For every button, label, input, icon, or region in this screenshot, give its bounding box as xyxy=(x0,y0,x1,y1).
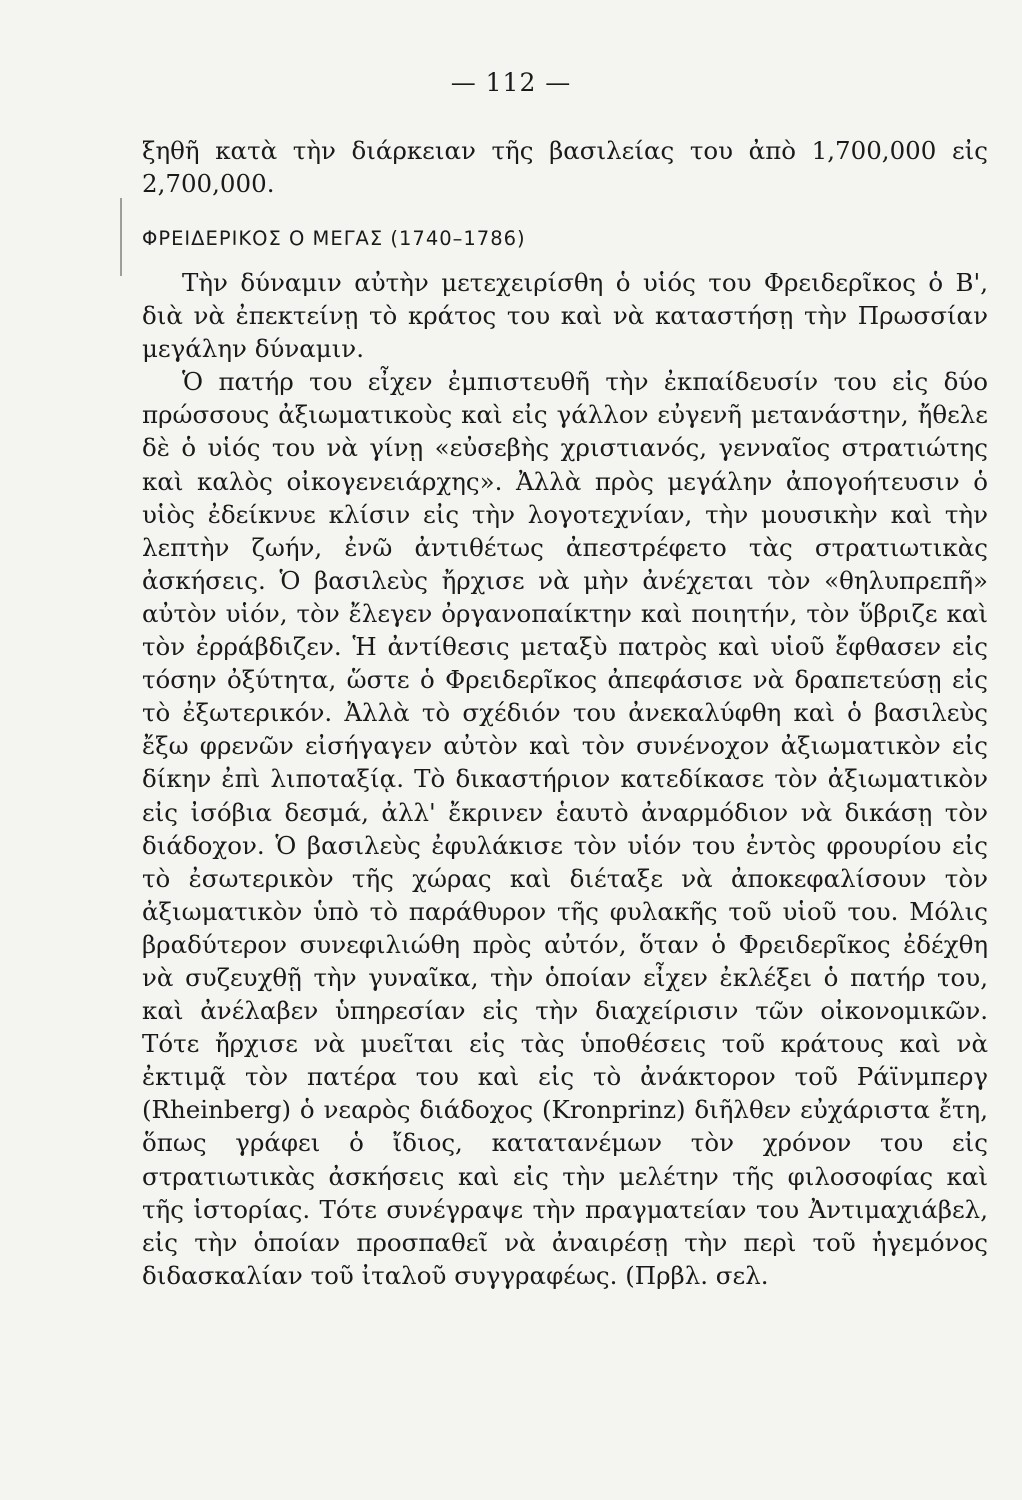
intro-paragraph-block xyxy=(142,134,988,200)
section-heading: ΦΡΕΙΔΕΡΙΚΟΣ Ο ΜΕΓΑΣ (1740–1786) xyxy=(142,227,526,250)
paragraph-1: Τὴν δύναμιν αὐτὴν μετεχειρίσθη ὁ υἱός του Φρειδερῖκος ὁ Β', διὰ νὰ ἐπεκτείνῃ τὸ κράτος του καὶ νὰ καταστήσῃ τὴν Πρωσσίαν μεγάλην δύναμιν. xyxy=(142,268,988,364)
margin-pencil-mark xyxy=(120,198,122,276)
body-text xyxy=(142,266,988,1292)
paragraph-2: Ὁ πατήρ του εἶχεν ἐμπιστευθῆ τὴν ἐκπαίδευσίν του εἰς δύο πρώσσους ἀξιωματικοὺς καὶ εἰς γάλλον εὐγενῆ μετανάστην, ἤθελε δὲ ὁ υἱός του νὰ γίνῃ «εὐσεβὴς χριστιανός, γενναῖος στρατιώτης καὶ καλὸς οἰκογενειάρχης». Ἀλλὰ πρὸς μεγάλην ἀπογοήτευσιν ὁ υἱὸς ἐδείκνυε κλίσιν εἰς τὴν λογοτεχνίαν, τὴν μουσικὴν καὶ τὴν λεπτὴν ζωήν, ἐνῶ ἀντιθέτως ἀπεστρέφετο τὰς στρατιωτικὰς ἀσκήσεις. Ὁ βασιλεὺς ἤρχισε νὰ μὴν ἀνέχεται τὸν «θηλυπρεπῆ» αὐτὸν υἱόν, τὸν ἔλεγεν ὀργανοπαίκτην καὶ ποιητήν, τὸν ὕβριζε καὶ τὸν ἐρράβδιζεν. Ἡ ἀντίθεσις μεταξὺ πατρὸς καὶ υἱοῦ ἔφθασεν εἰς τόσην ὀξύτητα, ὥστε ὁ Φρειδερῖκος ἀπεφάσισε νὰ δραπετεύσῃ εἰς τὸ ἐξωτερικόν. Ἀλλὰ τὸ σχέδιόν του ἀνεκαλύφθη καὶ ὁ βασιλεὺς ἔξω φρενῶν εἰσήγαγεν αὐτὸν καὶ τὸν συνένοχον ἀξιωματικὸν εἰς δίκην ἐπὶ λιποταξίᾳ. Τὸ δικαστήριον κατεδίκασε τὸν ἀξιωματικὸν εἰς ἰσόβια δεσμά, ἀλλ' ἔκρινεν ἑαυτὸ ἀναρμόδιον νὰ δικάσῃ τὸν διάδοχον. Ὁ βασιλεὺς ἐφυλάκισε τὸν υἱόν του ἐντὸς φρουρίου εἰς τὸ ἐσωτερικὸν τῆς χώρας καὶ διέταξε νὰ ἀποκεφαλίσουν τὸν ἀξιωματικὸν ὑπὸ τὸ παράθυρον τῆς φυλακῆς τοῦ υἱοῦ του. Μόλις βραδύτερον συνεφιλιώθη πρὸς αὐτόν, ὅταν ὁ Φρειδερῖκος ἐδέχθη νὰ συζευχθῇ τὴν γυναῖκα, τὴν ὁποίαν εἶχεν ἐκλέξει ὁ πατήρ του, καὶ ἀνέλαβεν ὑπηρεσίαν εἰς τὴν διαχείρισιν τῶν οἰκονομικῶν. Τότε ἤρχισε νὰ μυεῖται εἰς τὰς ὑποθέσεις τοῦ κράτους καὶ νὰ ἐκτιμᾷ τὸν πατέρα του καὶ εἰς τὸ ἀνάκτορον τοῦ Ράϊνμπεργ (Rheinberg) ὁ νεαρὸς διάδοχος (Kronprinz) διῆλθεν εὐχάριστα ἔτη, ὅπως γράφει ὁ ἴδιος, κατατανέμων τὸν χρόνον του εἰς στρατιωτικὰς ἀσκήσεις καὶ εἰς τὴν μελέτην τῆς φιλοσοφίας καὶ τῆς ἱστορίας. Τότε συνέγραψε τὴν πραγματείαν του Ἀντιμαχιάβελ, εἰς τὴν ὁποίαν προσπαθεῖ νὰ ἀναιρέσῃ τὴν περὶ τοῦ ἡγεμόνος διδασκαλίαν τοῦ ἰταλοῦ συγγραφέως. (Πρβλ. σελ. xyxy=(142,367,988,1290)
intro-paragraph: ξηθῆ κατὰ τὴν διάρκειαν τῆς βασιλείας του ἀπὸ 1,700,000 εἰς 2,700,000. xyxy=(142,136,988,199)
page-number: — 112 — xyxy=(450,68,572,97)
